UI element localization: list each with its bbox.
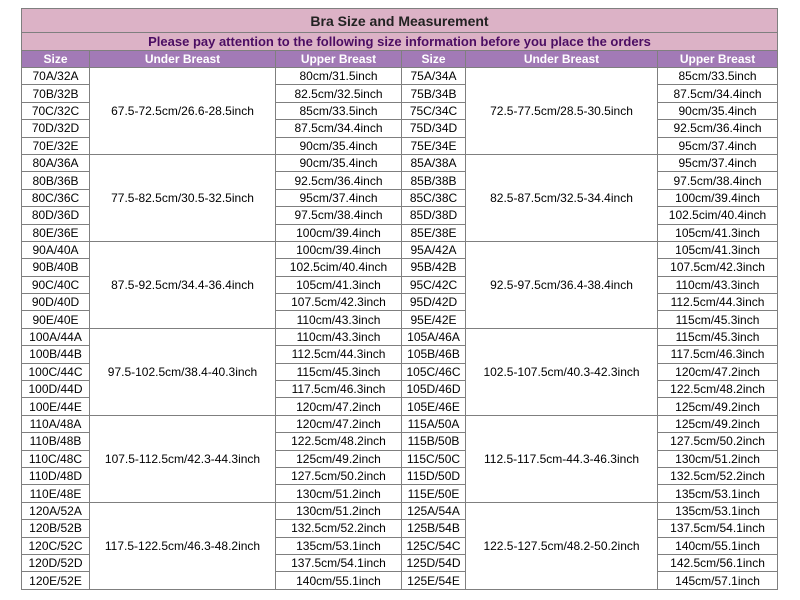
size-cell-right: 95C/42C bbox=[402, 276, 466, 293]
upper-breast-cell-right: 125cm/49.2inch bbox=[658, 398, 778, 415]
size-cell-right: 105A/46A bbox=[402, 328, 466, 345]
upper-breast-cell-right: 85cm/33.5inch bbox=[658, 68, 778, 85]
upper-breast-cell-right: 145cm/57.1inch bbox=[658, 572, 778, 589]
upper-breast-cell-left: 107.5cm/42.3inch bbox=[276, 294, 402, 311]
size-cell-right: 105C/46C bbox=[402, 363, 466, 380]
size-cell-right: 105E/46E bbox=[402, 398, 466, 415]
upper-breast-cell-right: 87.5cm/34.4inch bbox=[658, 85, 778, 102]
upper-breast-cell-right: 142.5cm/56.1inch bbox=[658, 554, 778, 571]
size-cell-right: 115D/50D bbox=[402, 467, 466, 484]
size-cell-left: 80B/36B bbox=[22, 172, 90, 189]
under-breast-cell-left: 67.5-72.5cm/26.6-28.5inch bbox=[90, 68, 276, 155]
size-cell-right: 85E/38E bbox=[402, 224, 466, 241]
size-cell-right: 105D/46D bbox=[402, 381, 466, 398]
upper-breast-cell-left: 100cm/39.4inch bbox=[276, 241, 402, 258]
size-cell-left: 120C/52C bbox=[22, 537, 90, 554]
upper-breast-cell-left: 127.5cm/50.2inch bbox=[276, 467, 402, 484]
header-upper-breast-left: Upper Breast bbox=[276, 51, 402, 68]
size-cell-left: 110C/48C bbox=[22, 450, 90, 467]
upper-breast-cell-left: 95cm/37.4inch bbox=[276, 189, 402, 206]
under-breast-cell-left: 77.5-82.5cm/30.5-32.5inch bbox=[90, 154, 276, 241]
table-row bbox=[22, 241, 778, 258]
table-row bbox=[22, 68, 778, 85]
size-cell-left: 100C/44C bbox=[22, 363, 90, 380]
size-chart bbox=[21, 8, 777, 590]
size-cell-right: 75C/34C bbox=[402, 102, 466, 119]
size-cell-left: 80D/36D bbox=[22, 207, 90, 224]
upper-breast-cell-left: 85cm/33.5inch bbox=[276, 102, 402, 119]
upper-breast-cell-left: 110cm/43.3inch bbox=[276, 328, 402, 345]
size-cell-right: 85A/38A bbox=[402, 154, 466, 171]
size-cell-right: 125E/54E bbox=[402, 572, 466, 589]
size-cell-left: 120A/52A bbox=[22, 502, 90, 519]
size-cell-right: 125B/54B bbox=[402, 520, 466, 537]
size-cell-left: 100E/44E bbox=[22, 398, 90, 415]
size-cell-right: 75A/34A bbox=[402, 68, 466, 85]
size-cell-right: 85B/38B bbox=[402, 172, 466, 189]
size-cell-right: 125C/54C bbox=[402, 537, 466, 554]
upper-breast-cell-right: 135cm/53.1inch bbox=[658, 485, 778, 502]
under-breast-cell-right: 112.5-117.5cm-44.3-46.3inch bbox=[466, 415, 658, 502]
size-cell-right: 75D/34D bbox=[402, 120, 466, 137]
upper-breast-cell-right: 117.5cm/46.3inch bbox=[658, 346, 778, 363]
upper-breast-cell-right: 127.5cm/50.2inch bbox=[658, 433, 778, 450]
upper-breast-cell-right: 135cm/53.1inch bbox=[658, 502, 778, 519]
upper-breast-cell-right: 125cm/49.2inch bbox=[658, 415, 778, 432]
size-cell-left: 70D/32D bbox=[22, 120, 90, 137]
upper-breast-cell-left: 102.5cim/40.4inch bbox=[276, 259, 402, 276]
upper-breast-cell-left: 97.5cm/38.4inch bbox=[276, 207, 402, 224]
size-cell-left: 100D/44D bbox=[22, 381, 90, 398]
under-breast-cell-right: 72.5-77.5cm/28.5-30.5inch bbox=[466, 68, 658, 155]
upper-breast-cell-left: 130cm/51.2inch bbox=[276, 485, 402, 502]
table-row bbox=[22, 328, 778, 345]
under-breast-cell-left: 107.5-112.5cm/42.3-44.3inch bbox=[90, 415, 276, 502]
size-cell-right: 95A/42A bbox=[402, 241, 466, 258]
size-cell-left: 70B/32B bbox=[22, 85, 90, 102]
upper-breast-cell-right: 110cm/43.3inch bbox=[658, 276, 778, 293]
upper-breast-cell-right: 120cm/47.2inch bbox=[658, 363, 778, 380]
upper-breast-cell-left: 120cm/47.2inch bbox=[276, 398, 402, 415]
size-cell-right: 105B/46B bbox=[402, 346, 466, 363]
size-cell-left: 120D/52D bbox=[22, 554, 90, 571]
size-cell-right: 115C/50C bbox=[402, 450, 466, 467]
size-cell-left: 120E/52E bbox=[22, 572, 90, 589]
size-cell-left: 90E/40E bbox=[22, 311, 90, 328]
table-body bbox=[22, 68, 778, 590]
upper-breast-cell-left: 112.5cm/44.3inch bbox=[276, 346, 402, 363]
size-cell-right: 125A/54A bbox=[402, 502, 466, 519]
upper-breast-cell-right: 112.5cm/44.3inch bbox=[658, 294, 778, 311]
under-breast-cell-right: 92.5-97.5cm/36.4-38.4inch bbox=[466, 241, 658, 328]
size-cell-left: 120B/52B bbox=[22, 520, 90, 537]
size-table bbox=[21, 8, 778, 590]
upper-breast-cell-left: 122.5cm/48.2inch bbox=[276, 433, 402, 450]
size-cell-left: 80E/36E bbox=[22, 224, 90, 241]
size-cell-right: 115A/50A bbox=[402, 415, 466, 432]
upper-breast-cell-right: 140cm/55.1inch bbox=[658, 537, 778, 554]
size-cell-left: 90A/40A bbox=[22, 241, 90, 258]
under-breast-cell-right: 122.5-127.5cm/48.2-50.2inch bbox=[466, 502, 658, 589]
upper-breast-cell-left: 105cm/41.3inch bbox=[276, 276, 402, 293]
size-cell-left: 110B/48B bbox=[22, 433, 90, 450]
upper-breast-cell-left: 110cm/43.3inch bbox=[276, 311, 402, 328]
size-cell-left: 70A/32A bbox=[22, 68, 90, 85]
upper-breast-cell-right: 102.5cim/40.4inch bbox=[658, 207, 778, 224]
header-size-left: Size bbox=[22, 51, 90, 68]
size-cell-right: 85C/38C bbox=[402, 189, 466, 206]
size-cell-right: 95D/42D bbox=[402, 294, 466, 311]
upper-breast-cell-right: 107.5cm/42.3inch bbox=[658, 259, 778, 276]
header-under-breast-right: Under Breast bbox=[466, 51, 658, 68]
size-cell-left: 110A/48A bbox=[22, 415, 90, 432]
upper-breast-cell-right: 115cm/45.3inch bbox=[658, 311, 778, 328]
upper-breast-cell-right: 115cm/45.3inch bbox=[658, 328, 778, 345]
upper-breast-cell-right: 97.5cm/38.4inch bbox=[658, 172, 778, 189]
size-cell-left: 90C/40C bbox=[22, 276, 90, 293]
table-row bbox=[22, 154, 778, 171]
header-upper-breast-right: Upper Breast bbox=[658, 51, 778, 68]
upper-breast-cell-left: 100cm/39.4inch bbox=[276, 224, 402, 241]
upper-breast-cell-left: 115cm/45.3inch bbox=[276, 363, 402, 380]
upper-breast-cell-right: 100cm/39.4inch bbox=[658, 189, 778, 206]
order-notice: Please pay attention to the following size information before you place the orders bbox=[22, 33, 778, 51]
upper-breast-cell-left: 135cm/53.1inch bbox=[276, 537, 402, 554]
upper-breast-cell-left: 90cm/35.4inch bbox=[276, 137, 402, 154]
upper-breast-cell-left: 82.5cm/32.5inch bbox=[276, 85, 402, 102]
upper-breast-cell-left: 87.5cm/34.4inch bbox=[276, 120, 402, 137]
upper-breast-cell-left: 140cm/55.1inch bbox=[276, 572, 402, 589]
upper-breast-cell-left: 137.5cm/54.1inch bbox=[276, 554, 402, 571]
upper-breast-cell-right: 95cm/37.4inch bbox=[658, 137, 778, 154]
upper-breast-cell-left: 120cm/47.2inch bbox=[276, 415, 402, 432]
size-cell-right: 115E/50E bbox=[402, 485, 466, 502]
size-cell-left: 70E/32E bbox=[22, 137, 90, 154]
upper-breast-cell-left: 132.5cm/52.2inch bbox=[276, 520, 402, 537]
upper-breast-cell-left: 117.5cm/46.3inch bbox=[276, 381, 402, 398]
size-cell-left: 110D/48D bbox=[22, 467, 90, 484]
size-cell-right: 125D/54D bbox=[402, 554, 466, 571]
size-cell-right: 95E/42E bbox=[402, 311, 466, 328]
table-title: Bra Size and Measurement bbox=[22, 9, 778, 33]
upper-breast-cell-right: 90cm/35.4inch bbox=[658, 102, 778, 119]
size-cell-left: 110E/48E bbox=[22, 485, 90, 502]
upper-breast-cell-left: 130cm/51.2inch bbox=[276, 502, 402, 519]
size-cell-left: 80C/36C bbox=[22, 189, 90, 206]
upper-breast-cell-left: 92.5cm/36.4inch bbox=[276, 172, 402, 189]
size-cell-right: 95B/42B bbox=[402, 259, 466, 276]
upper-breast-cell-left: 125cm/49.2inch bbox=[276, 450, 402, 467]
size-cell-left: 70C/32C bbox=[22, 102, 90, 119]
size-cell-left: 100B/44B bbox=[22, 346, 90, 363]
upper-breast-cell-right: 122.5cm/48.2inch bbox=[658, 381, 778, 398]
size-cell-right: 75B/34B bbox=[402, 85, 466, 102]
size-cell-right: 75E/34E bbox=[402, 137, 466, 154]
table-row bbox=[22, 502, 778, 519]
header-size-right: Size bbox=[402, 51, 466, 68]
under-breast-cell-left: 87.5-92.5cm/34.4-36.4inch bbox=[90, 241, 276, 328]
size-cell-left: 100A/44A bbox=[22, 328, 90, 345]
upper-breast-cell-right: 105cm/41.3inch bbox=[658, 224, 778, 241]
under-breast-cell-left: 97.5-102.5cm/38.4-40.3inch bbox=[90, 328, 276, 415]
size-cell-left: 80A/36A bbox=[22, 154, 90, 171]
table-row bbox=[22, 415, 778, 432]
upper-breast-cell-right: 130cm/51.2inch bbox=[658, 450, 778, 467]
size-cell-right: 85D/38D bbox=[402, 207, 466, 224]
header-row bbox=[22, 51, 778, 68]
upper-breast-cell-left: 90cm/35.4inch bbox=[276, 154, 402, 171]
upper-breast-cell-right: 132.5cm/52.2inch bbox=[658, 467, 778, 484]
upper-breast-cell-right: 137.5cm/54.1inch bbox=[658, 520, 778, 537]
under-breast-cell-right: 82.5-87.5cm/32.5-34.4inch bbox=[466, 154, 658, 241]
under-breast-cell-left: 117.5-122.5cm/46.3-48.2inch bbox=[90, 502, 276, 589]
header-under-breast-left: Under Breast bbox=[90, 51, 276, 68]
size-cell-left: 90B/40B bbox=[22, 259, 90, 276]
size-cell-left: 90D/40D bbox=[22, 294, 90, 311]
under-breast-cell-right: 102.5-107.5cm/40.3-42.3inch bbox=[466, 328, 658, 415]
upper-breast-cell-right: 92.5cm/36.4inch bbox=[658, 120, 778, 137]
size-cell-right: 115B/50B bbox=[402, 433, 466, 450]
upper-breast-cell-right: 95cm/37.4inch bbox=[658, 154, 778, 171]
upper-breast-cell-left: 80cm/31.5inch bbox=[276, 68, 402, 85]
upper-breast-cell-right: 105cm/41.3inch bbox=[658, 241, 778, 258]
